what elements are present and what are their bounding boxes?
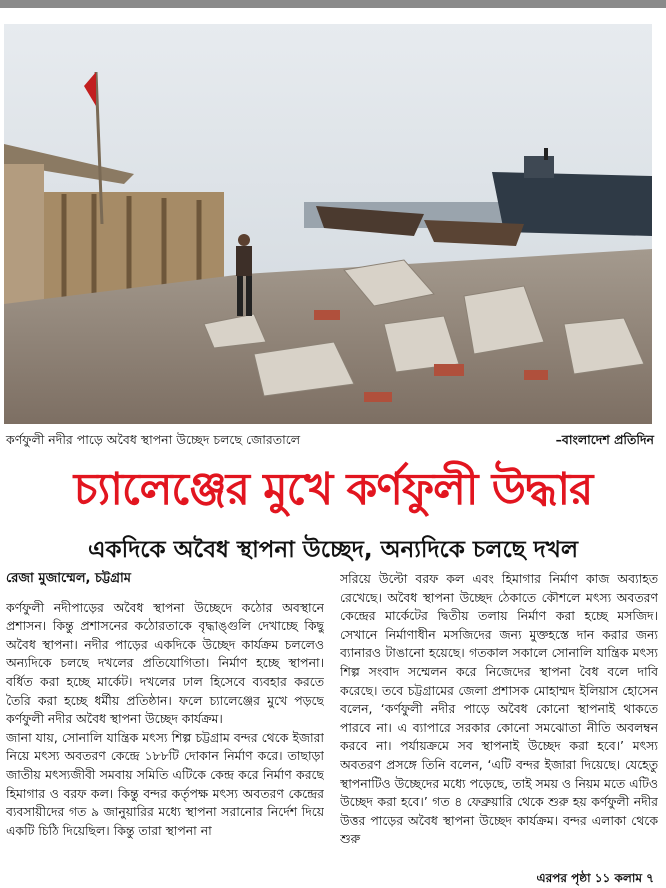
caption-text: কর্ণফুলী নদীর পাড়ে অবৈধ স্থাপনা উচ্ছেদ চলছে জোরতালে [6, 432, 301, 447]
photo-credit: –বাংলাদেশ প্রতিদিন [555, 432, 654, 447]
byline: রেজা মুজাম্মেল, চট্টগ্রাম [6, 571, 131, 586]
photo-caption [6, 430, 654, 450]
top-rule [0, 0, 666, 8]
news-photo [4, 24, 652, 424]
article-paragraph: জানা যায়, সোনালি যান্ত্রিক মৎস্য শিল্প চট্টগ্রাম বন্দর থেকে ইজারা নিয়ে মৎস্য অবতরণ কেন্দ্রে ১৮৮টি দোকান নির্মাণ করে। তাছাড়া জাতীয় মৎস্যজীবী সমবায় সমিতি এটিকে কেন্দ্র করে নির্মাণ করছে হিমাগার ও বরফ কল। কিন্তু বন্দর কর্তৃপক্ষ মৎস্য অবতরণ কেন্দ্রের ব্যবসায়ীদের গত ৯ জানুয়ারির মধ্যে স্থাপনা সরানোর নির্দেশ দিয়ে একটি চিঠি দিয়েছিল। কিন্তু তারা স্থাপনা না [6, 729, 324, 838]
subheadline: একদিকে অবৈধ স্থাপনা উচ্ছেদ, অন্যদিকে চলছে দখল [88, 537, 578, 563]
headline: চ্যালেঞ্জের মুখে কর্ণফুলী উদ্ধার [73, 464, 593, 515]
article-paragraph: কর্ণফুলী নদীপাড়ের অবৈধ স্থাপনা উচ্ছেদে কঠোর অবস্থানে প্রশাসন। কিন্তু প্রশাসনের কঠোরতাকে বৃদ্ধাঙ্গুলি দেখাচ্ছে কিছু অবৈধ স্থাপনা। নদীর পাড়ের একদিকে উচ্ছেদ কার্যক্রম চললেও অন্যদিকে চলছে দখলের প্রতিযোগিতা। নির্মাণ হচ্ছে স্থাপনা। বর্ধিত করা হচ্ছে মার্কেট। দখলের ঢাল হিসেবে ব্যবহার করতে তৈরি করা হচ্ছে ধর্মীয় প্রতিষ্ঠান। ফলে চ্যালেঞ্জের মুখে পড়ছে কর্ণফুলী নদীর অবৈধ স্থাপনা উচ্ছেদ কার্যক্রম। [6, 599, 324, 727]
article-column-right [340, 570, 658, 888]
article-column-left [6, 570, 324, 888]
continuation-jump-line: এরপর পৃষ্ঠা ১১ কলাম ৭ [531, 869, 655, 888]
demolition-scene-illustration [4, 24, 652, 424]
article-paragraph: সরিয়ে উল্টো বরফ কল এবং হিমাগার নির্মাণ কাজ অব্যাহত রেখেছে। অবৈধ স্থাপনা উচ্ছেদ ঠেকাতে কৌশলে মৎস্য অবতরণ কেন্দ্রের মার্কেটের দ্বিতীয় তলায় নির্মাণ করা হচ্ছে মসজিদ। সেখানে নির্মাণাধীন মসজিদের জন্য মুক্তহস্তে দান করার জন্য ব্যানারও টাঙানো হয়েছে। গতকাল সকালে সোনালি যান্ত্রিক মৎস্য শিল্প সংবাদ সম্মেলন করে নিজেদের স্থাপনা বৈধ বলে দাবি করেছে। তবে চট্টগ্রামের জেলা প্রশাসক মোহাম্মদ ইলিয়াস হোসেন বলেন, ‘কর্ণফুলী নদীর পাড়ে অবৈধ কোনো স্থাপনাই থাকতে পারবে না। এ ব্যাপারে সরকার কোনো সমঝোতা নীতি অবলম্বন করবে না। পর্যায়ক্রমে সব স্থাপনাই উচ্ছেদ করা হবে।’ মৎস্য অবতরণ প্রসঙ্গে তিনি বলেন, ‘এটি বন্দর ইজারা দিয়েছে। যেহেতু স্থাপনাটিও উচ্ছেদের মধ্যে পড়েছে, তাই সময় ও নিয়ম মতে এটিও উচ্ছেদ করা হবে।’ গত ৪ ফেব্রুয়ারি থেকে শুরু হয় কর্ণফুলী নদীর উত্তর পাড়ের অবৈধ স্থাপনা উচ্ছেদ কার্যক্রম। বন্দর এলাকা থেকে শুরু [340, 571, 658, 847]
